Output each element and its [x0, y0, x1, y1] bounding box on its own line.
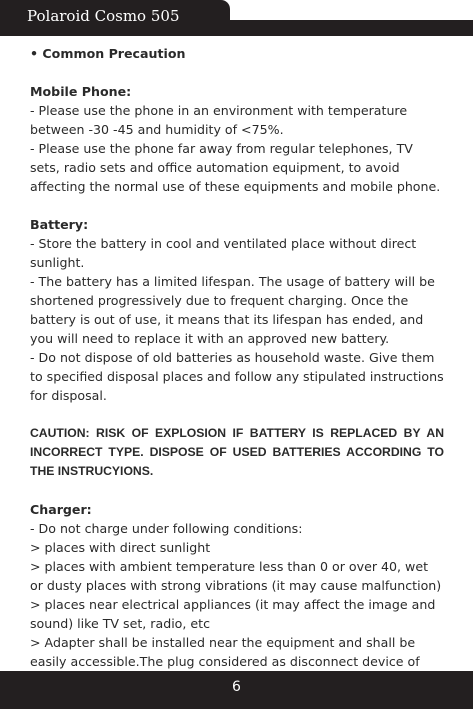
charger-heading: Charger: [30, 502, 92, 517]
charger-paragraph: > Adapter shall be installed near the equipment and shall be easily accessible.The plug considered as disconnect device of [30, 635, 420, 669]
mobile-phone-heading: Mobile Phone: [30, 84, 132, 99]
battery-paragraph: - Do not dispose of old batteries as household waste. Give them to specified disposal places and follow any stipulated instructions for disposal. [30, 350, 444, 403]
charger-paragraph: > places with ambient temperature less than 0 or over 40, wet or dusty places with strong vibrations (it may cause malfunction) [30, 559, 442, 593]
battery-paragraph: - The battery has a limited lifespan. The usage of battery will be shortened progressively due to frequent charging. Once the battery is out of use, it means that its lifespan has ended, and you will need to replace it with an approved new battery. [30, 274, 435, 346]
page-footer [0, 671, 473, 709]
document-title: Polaroid Cosmo 505 [27, 7, 180, 25]
charger-paragraph: - Do not charge under following conditions: [30, 521, 303, 536]
battery-heading: Battery: [30, 217, 89, 232]
section-title: • Common Precaution [30, 46, 186, 61]
charger-paragraph: > places near electrical appliances (it may affect the image and sound) like TV set, radio, etc [30, 597, 436, 631]
battery-paragraph: - Store the battery in cool and ventilated place without direct sunlight. [30, 236, 417, 270]
mobile-phone-paragraph: - Please use the phone far away from regular telephones, TV sets, radio sets and office automation equipment, to avoid affecting the normal use of these equipments and mobile phone. [30, 141, 441, 194]
caution-warning: CAUTION: RISK OF EXPLOSION IF BATTERY IS REPLACED BY AN INCORRECT TYPE. DISPOSE OF USED BATTERIES ACCORDING TO THE INSTRUCYIONS. [30, 426, 444, 478]
page-content [30, 44, 444, 690]
mobile-phone-paragraph: - Please use the phone in an environment with temperature between -30 -45 and humidity of <75%. [30, 103, 408, 137]
page-number: 6 [232, 679, 241, 695]
page-header [0, 0, 473, 36]
charger-paragraph: > places with direct sunlight [30, 540, 211, 555]
